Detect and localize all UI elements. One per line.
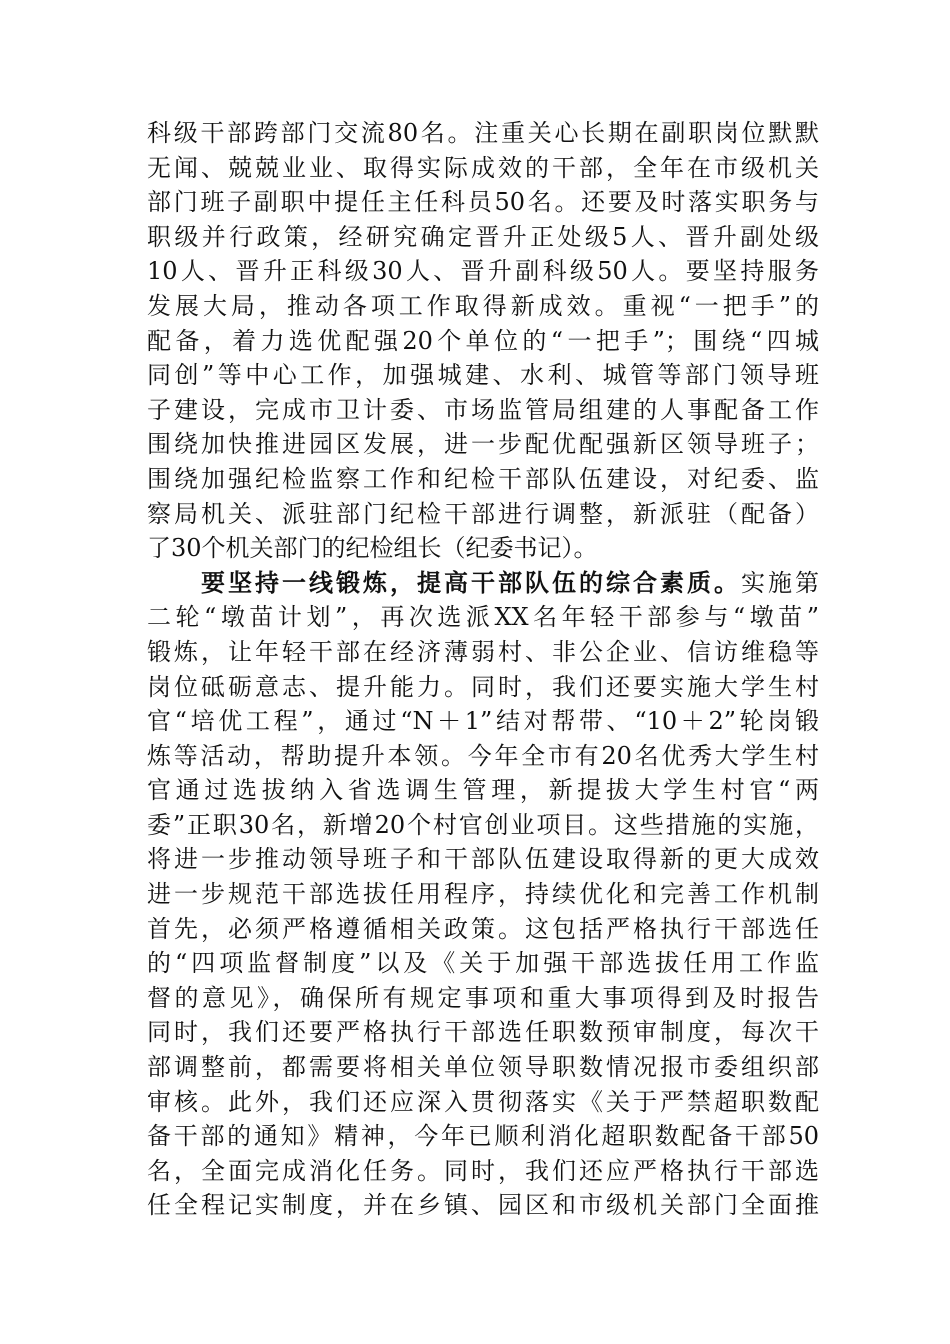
- text-line: 二轮“墩苗计划”，再次选派XX名年轻干部参与“墩苗”: [147, 603, 819, 632]
- text-line: 将进一步推动领导班子和干部队伍建设取得新的更大成效: [147, 845, 819, 874]
- text-line: 配备，着力选优配强20个单位的“一把手”；围绕“四城: [147, 326, 819, 355]
- text-line: 锻炼，让年轻干部在经济薄弱村、非公企业、信访维稳等: [147, 637, 819, 666]
- text-line: 围绕加强纪检监察工作和纪检干部队伍建设，对纪委、监: [147, 464, 819, 493]
- text-line: 同时，我们还要严格执行干部选任职数预审制度，每次干: [147, 1018, 819, 1047]
- text-line: 无闻、兢兢业业、取得实际成效的干部，全年在市级机关: [147, 153, 819, 182]
- text-line: 的“四项监督制度”以及《关于加强干部选拔任用工作监: [147, 949, 819, 978]
- text-line: 部门班子副职中提任主任科员50名。还要及时落实职务与: [147, 188, 819, 217]
- text-line: 岗位砥砺意志、提升能力。同时，我们还要实施大学生村: [147, 672, 819, 701]
- text-line: 10人、晋升正科级30人、晋升副科级50人。要坚持服务: [147, 257, 819, 286]
- text-line: 部调整前，都需要将相关单位领导职数情况报市委组织部: [147, 1053, 819, 1082]
- text-line: 发展大局，推动各项工作取得新成效。重视“一把手”的: [147, 291, 819, 320]
- text-line: 官“培优工程”，通过“N＋1”结对帮带、“10＋2”轮岗锻: [147, 707, 819, 736]
- text-line: 科级干部跨部门交流80名。注重关心长期在副职岗位默默: [147, 119, 819, 147]
- text-line: 职级并行政策，经研究确定晋升正处级5人、晋升副处级: [147, 222, 819, 251]
- text-line: 督的意见》，确保所有规定事项和重大事项得到及时报告: [147, 983, 819, 1012]
- text-line: 察局机关、派驻部门纪检干部进行调整，新派驻（配备）: [147, 499, 819, 528]
- text-line: 子建设，完成市卫计委、市场监管局组建的人事配备工作: [147, 395, 819, 424]
- text-line: 同创”等中心工作，加强城建、水利、城管等部门领导班: [147, 361, 819, 390]
- text-line: 进一步规范干部选拔任用程序，持续优化和完善工作机制: [147, 880, 819, 909]
- text-line: 首先，必须严格遵循相关政策。这包括严格执行干部选任: [147, 914, 819, 943]
- text-line: 备干部的通知》精神，今年已顺利消化超职数配备干部50: [147, 1122, 819, 1151]
- paragraph-first-line: [147, 566, 819, 601]
- paragraph-heading: 要坚持一线锻炼，提高干部队伍的综合素质。: [201, 567, 741, 597]
- text-line: 委”正职30名，新增20个村官创业项目。这些措施的实施，: [147, 810, 819, 839]
- text-line: 审核。此外，我们还应深入贯彻落实《关于严禁超职数配: [147, 1087, 819, 1116]
- text-line: 任全程记实制度，并在乡镇、园区和市级机关部门全面推: [147, 1191, 819, 1220]
- text-line: 围绕加快推进园区发展，进一步配优配强新区领导班子；: [147, 430, 819, 459]
- text-line: 了30个机关部门的纪检组长（纪委书记）。: [147, 534, 598, 563]
- paragraph-first-line-rest: 实施第: [741, 568, 819, 597]
- text-line: 官通过选拔纳入省选调生管理，新提拔大学生村官“两: [147, 776, 819, 805]
- body-text: [147, 116, 819, 1223]
- text-line: 炼等活动，帮助提升本领。今年全市有20名优秀大学生村: [147, 741, 819, 770]
- text-line: 名，全面完成消化任务。同时，我们还应严格执行干部选: [147, 1156, 819, 1185]
